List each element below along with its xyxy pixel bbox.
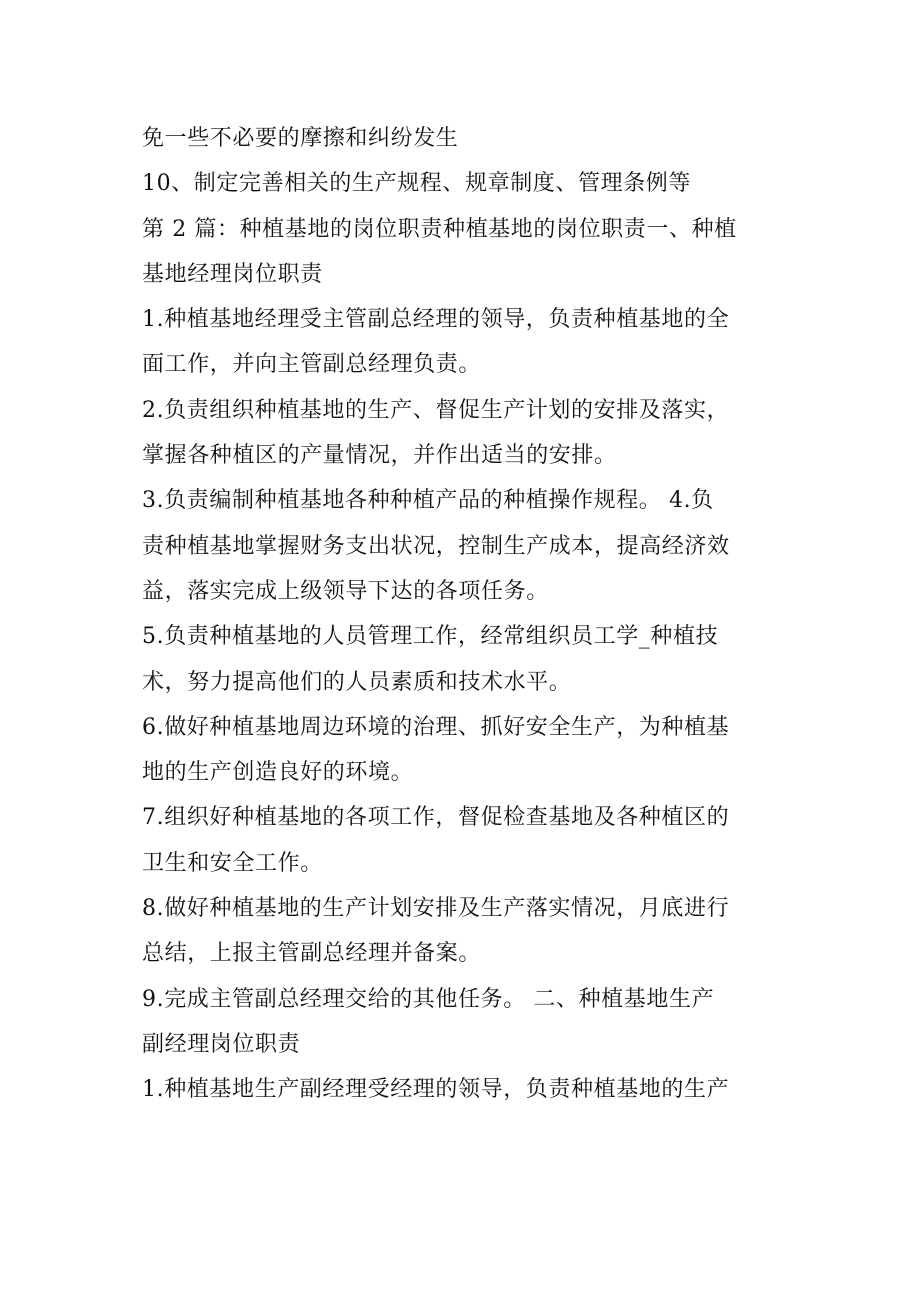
text-line: 免一些不必要的摩擦和纠纷发生: [142, 126, 459, 151]
text-line: 10、制定完善相关的生产规程、规章制度、管理条例等: [142, 171, 691, 197]
text-line: 卫生和安全工作。: [142, 850, 323, 876]
section-heading-line: 基地经理岗位职责: [142, 261, 323, 287]
text-line: 5.负责种植基地的人员管理工作，经常组织员工学_种植技: [142, 624, 719, 650]
text-line: 2.负责组织种植基地的生产、督促生产计划的安排及落实，: [142, 397, 730, 423]
document-body: [142, 116, 792, 1113]
text-line: 9.完成主管副总经理交给的其他任务。 二、种植基地生产: [142, 986, 715, 1012]
text-line: 掌握各种植区的产量情况，并作出适当的安排。: [142, 443, 617, 469]
text-line: 6.做好种植基地周边环境的治理、抓好安全生产，为种植基: [142, 714, 730, 740]
text-line: 面工作，并向主管副总经理负责。: [142, 352, 482, 378]
text-line: 3.负责编制种植基地各种种植产品的种植操作规程。 4.负: [142, 488, 714, 514]
text-line: 1.种植基地经理受主管副总经理的领导，负责种植基地的全: [142, 307, 730, 333]
text-line: 责种植基地掌握财务支出状况，控制生产成本，提高经济效: [142, 533, 730, 559]
text-line: 7.组织好种植基地的各项工作，督促检查基地及各种植区的: [142, 805, 730, 831]
text-line: 益，落实完成上级领导下达的各项任务。: [142, 578, 549, 604]
text-line: 8.做好种植基地的生产计划安排及生产落实情况，月底进行: [142, 896, 730, 922]
section-heading-line: 副经理岗位职责: [142, 1031, 301, 1057]
text-line: 总结，上报主管副总经理并备案。: [142, 941, 482, 967]
text-line: 地的生产创造良好的环境。: [142, 760, 414, 786]
section-heading-line: 第 2 篇：种植基地的岗位职责种植基地的岗位职责一、种植: [142, 216, 737, 242]
text-line: 1.种植基地生产副经理受经理的领导，负责种植基地的生产: [142, 1077, 730, 1103]
text-line: 术，努力提高他们的人员素质和技术水平。: [142, 669, 572, 695]
